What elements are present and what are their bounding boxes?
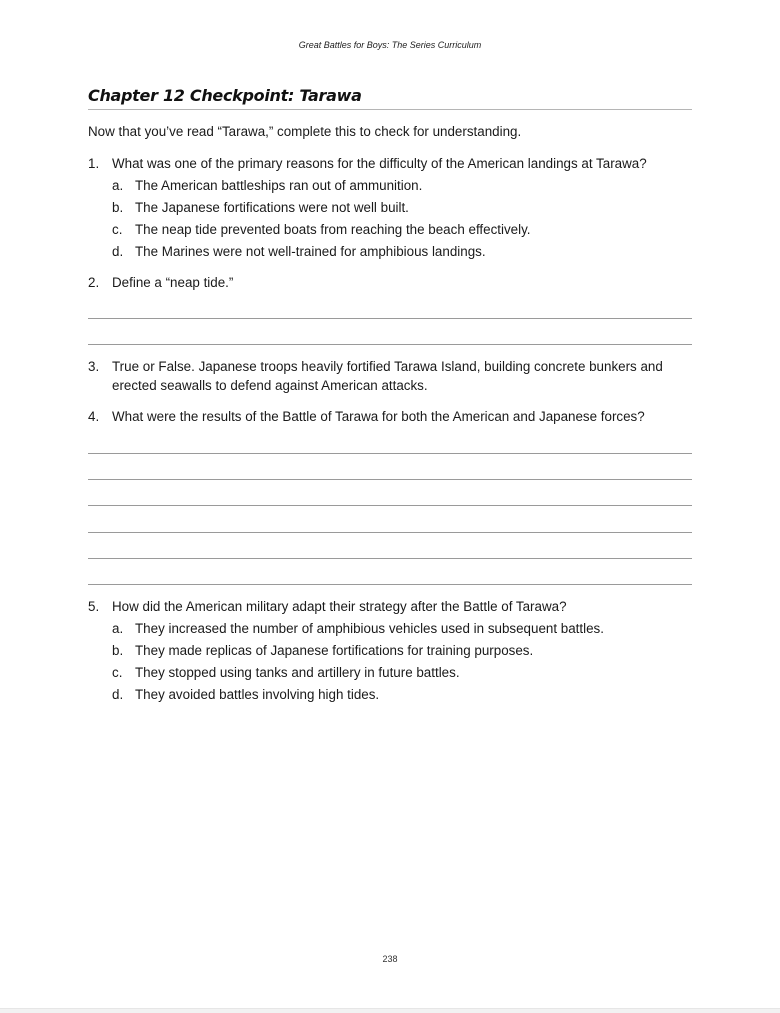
question-3 <box>88 357 676 395</box>
question-1-option-a <box>112 176 422 195</box>
question-text: Define a “neap tide.” <box>112 275 234 290</box>
question-text: True or False. Japanese troops heavily fortified Tarawa Island, building concrete bunkers and erected seawalls to defend against American attacks. <box>112 359 663 393</box>
question-5-option-b <box>112 641 533 660</box>
page-number: 238 <box>382 954 398 964</box>
answer-line[interactable] <box>88 505 692 506</box>
option-text: The neap tide prevented boats from reaching the beach effectively. <box>135 222 531 237</box>
question-2 <box>88 273 692 292</box>
running-header: Great Battles for Boys: The Series Curriculum <box>298 40 482 50</box>
option-letter: b. <box>112 643 124 658</box>
question-1-option-b <box>112 198 409 217</box>
option-text: The Japanese fortifications were not well built. <box>135 200 409 215</box>
option-text: The American battleships ran out of ammunition. <box>135 178 423 193</box>
option-letter: d. <box>112 244 124 259</box>
option-text: They made replicas of Japanese fortifications for training purposes. <box>135 643 534 658</box>
option-letter: c. <box>112 665 123 680</box>
question-text: How did the American military adapt their strategy after the Battle of Tarawa? <box>112 599 567 614</box>
option-letter: a. <box>112 621 124 636</box>
title-divider <box>88 109 692 110</box>
question-5-option-c <box>112 663 460 682</box>
question-1-option-c <box>112 220 531 239</box>
option-letter: c. <box>112 222 123 237</box>
question-text: What were the results of the Battle of Tarawa for both the American and Japanese forces? <box>112 409 645 424</box>
question-5-option-d <box>112 685 379 704</box>
answer-line[interactable] <box>88 584 692 585</box>
question-number: 5. <box>88 599 100 614</box>
question-number: 2. <box>88 275 100 290</box>
question-number: 1. <box>88 156 100 171</box>
question-1 <box>88 154 692 173</box>
answer-line[interactable] <box>88 479 692 480</box>
answer-line[interactable] <box>88 532 692 533</box>
option-text: They avoided battles involving high tides. <box>135 687 380 702</box>
question-5 <box>88 597 692 616</box>
page-bottom-edge <box>0 1008 780 1013</box>
option-text: They stopped using tanks and artillery in future battles. <box>135 665 460 680</box>
question-4 <box>88 407 692 426</box>
answer-line[interactable] <box>88 558 692 559</box>
answer-line[interactable] <box>88 318 692 319</box>
chapter-title: Chapter 12 Checkpoint: Tarawa <box>88 86 362 105</box>
option-text: They increased the number of amphibious vehicles used in subsequent battles. <box>135 621 604 636</box>
option-letter: b. <box>112 200 124 215</box>
question-text: What was one of the primary reasons for the difficulty of the American landings at Tarawa? <box>112 156 647 171</box>
question-1-option-d <box>112 242 486 261</box>
intro-text: Now that you’ve read “Tarawa,” complete this to check for understanding. <box>88 124 522 139</box>
answer-line[interactable] <box>88 344 692 345</box>
question-number: 4. <box>88 409 100 424</box>
option-letter: a. <box>112 178 124 193</box>
question-5-option-a <box>112 619 604 638</box>
answer-line[interactable] <box>88 453 692 454</box>
question-number: 3. <box>88 359 100 374</box>
option-letter: d. <box>112 687 124 702</box>
option-text: The Marines were not well-trained for amphibious landings. <box>135 244 486 259</box>
